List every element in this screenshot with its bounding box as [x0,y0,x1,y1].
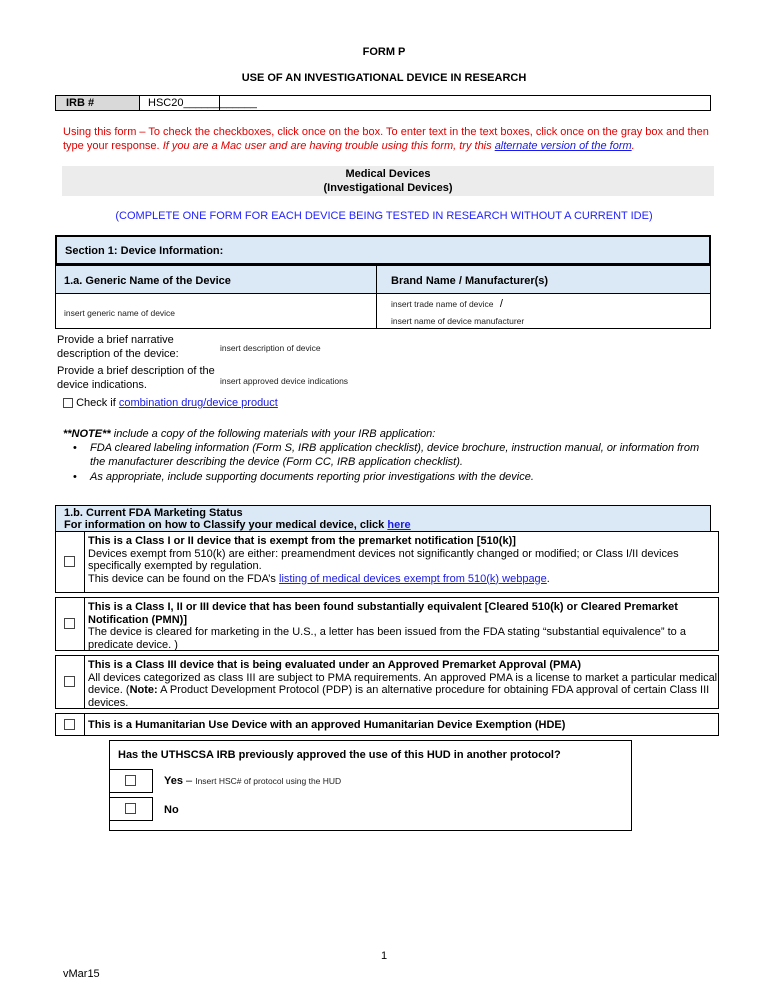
instructions-text: Using this form – To check the checkboxes, click once on the box. To enter text in the text boxes, click once on the gray box and then type your response. [63,126,709,152]
banner-line1: Medical Devices [345,168,431,180]
note-text: include a copy of the following materials with your IRB application: [110,428,436,440]
generic-name-cell [55,293,377,329]
generic-name-header: 1.a. Generic Name of the Device [55,265,377,294]
option2-checkbox-cell [55,597,85,651]
exempt-listing-link[interactable]: listing of medical devices exempt from 510(k) webpage [279,572,547,585]
cleared-510k-checkbox[interactable] [64,618,75,629]
option1-body: Devices exempt from 510(k) are either: preamendment devices not significantly changed or modified; or Class I/II devices specifically exempted by regulation. [88,547,679,572]
combination-checkbox[interactable] [63,398,73,408]
irb-row [55,95,711,111]
option2-body: The device is cleared for marketing in the U.S., a letter has been issued from the FDA stating “substantial equivalence” to a predicate device. ) [88,626,686,651]
option1-body2: This device can be found on the FDA’s [88,572,276,585]
form-instructions: Using this form – To check the checkboxes, click once on the box. To enter text in the text boxes, click once on the gray box and then type your response. If you are a Mac user and are having trouble using this form, try this alternate version of the form. [63,126,709,152]
hud-question: Has the UTHSCSA IRB previously approved the use of this HUD in another protocol? [118,749,561,761]
complete-note: (COMPLETE ONE FORM FOR EACH DEVICE BEING TESTED IN RESEARCH WITHOUT A CURRENT IDE) [115,210,653,222]
no-checkbox-cell [109,797,153,821]
no-label: No [164,804,179,816]
option1-heading: This is a Class I or II device that is exempt from the premarket notification [510(k)] [88,535,516,547]
page-number: 1 [380,950,388,962]
yes-checkbox-cell [109,769,153,793]
hud-no-checkbox[interactable] [125,803,136,814]
option1-text: This is a Class I or II device that is exempt from the premarket notification [510(k)] Devices exempt from 510(k) are either: preamendment devices not significantly changed or modified; or Class I/II devices specifically exempted by regulation. This device can be found on the FDA’s listing of medical devices exempt from 510(k) webpage. [84,531,719,593]
option1-checkbox-cell [55,531,85,593]
option3-text: This is a Class III device that is being evaluated under an Approved Premarket Approval (PMA) All devices categorized as class III are subject to PMA requirements. An approved PMA is a license to market a particular medical device. (Note: A Product Development Protocol (PDP) is an alternative procedure for obtaining FDA approval of certain Class III devices. [84,655,719,709]
class12-exempt-checkbox[interactable] [64,556,75,567]
manufacturer-input[interactable]: insert name of device manufacturer [391,316,525,326]
version-label: vMar15 [63,968,100,980]
yes-label: Yes [164,775,183,787]
combination-check-row [63,397,278,409]
trade-name-input[interactable]: insert trade name of device [391,299,494,309]
option3-heading: This is a Class III device that is being evaluated under an Approved Premarket Approval (PMA) [88,659,582,671]
option4-checkbox-cell [55,713,85,736]
hud-protocol-input[interactable]: Insert HSC# of protocol using the HUD [195,776,342,786]
note-bullet: • As appropriate, include supporting documents reporting prior investigations with the device. [63,470,713,484]
pma-checkbox[interactable] [64,676,75,687]
form-title: FORM P [362,46,406,58]
brand-separator: / [499,298,503,310]
section1b-subtitle: For information on how to Classify your medical device, click [64,519,385,531]
note-prefix: **NOTE** [63,428,111,440]
narrative-input[interactable]: insert description of device [220,343,321,353]
option2-text [84,597,719,651]
mac-instructions: If you are a Mac user and are having trouble using this form, try this [162,140,492,152]
hud-yes-checkbox[interactable] [125,775,136,786]
brand-name-header: Brand Name / Manufacturer(s) [376,265,711,294]
generic-name-input[interactable]: insert generic name of device [64,308,176,318]
option3-body: All devices categorized as class III are subject to PMA requirements. An approved PMA is a license to market a particular medical device. ( [88,671,718,696]
section1b-header [55,505,711,532]
note-bullet: • FDA cleared labeling information (Form S, IRB application checklist), device brochure, instruction manual, or information from the manufacturer describing the device (Form CC, IRB application checklist). [63,441,713,469]
form-subtitle: USE OF AN INVESTIGATIONAL DEVICE IN RESEARCH [241,72,527,84]
irb-label: IRB # [56,96,140,110]
combination-check-text: Check if [76,397,116,409]
banner-line2: (Investigational Devices) [323,182,453,194]
combination-product-link[interactable]: combination drug/device product [118,397,278,409]
irb-number-field[interactable]: HSC20____________ [140,96,220,110]
device-type-banner [62,166,714,196]
section1b-title: 1.b. Current FDA Marketing Status [64,507,243,519]
brand-name-cell [376,293,711,329]
alternate-form-link[interactable]: alternate version of the form [494,140,632,152]
classify-here-link[interactable]: here [387,519,411,531]
indications-input[interactable]: insert approved device indications [220,376,349,386]
narrative-label: Provide a brief narrative description of the device: [57,334,179,360]
hde-checkbox[interactable] [64,719,75,730]
note-block [63,427,713,484]
option4-heading: This is a Humanitarian Use Device with an approved Humanitarian Device Exemption (HDE) [84,713,719,736]
option3-checkbox-cell [55,655,85,709]
yes-option: Yes – Insert HSC# of protocol using the HUD [164,775,342,787]
indications-label: Provide a brief description of the device indications. [57,365,215,391]
option2-heading: This is a Class I, II or III device that has been found substantially equivalent [Cleared 510(k) or Cleared Premarket Notification (PMN)] [88,601,678,626]
section1-header: Section 1: Device Information: [55,235,711,265]
